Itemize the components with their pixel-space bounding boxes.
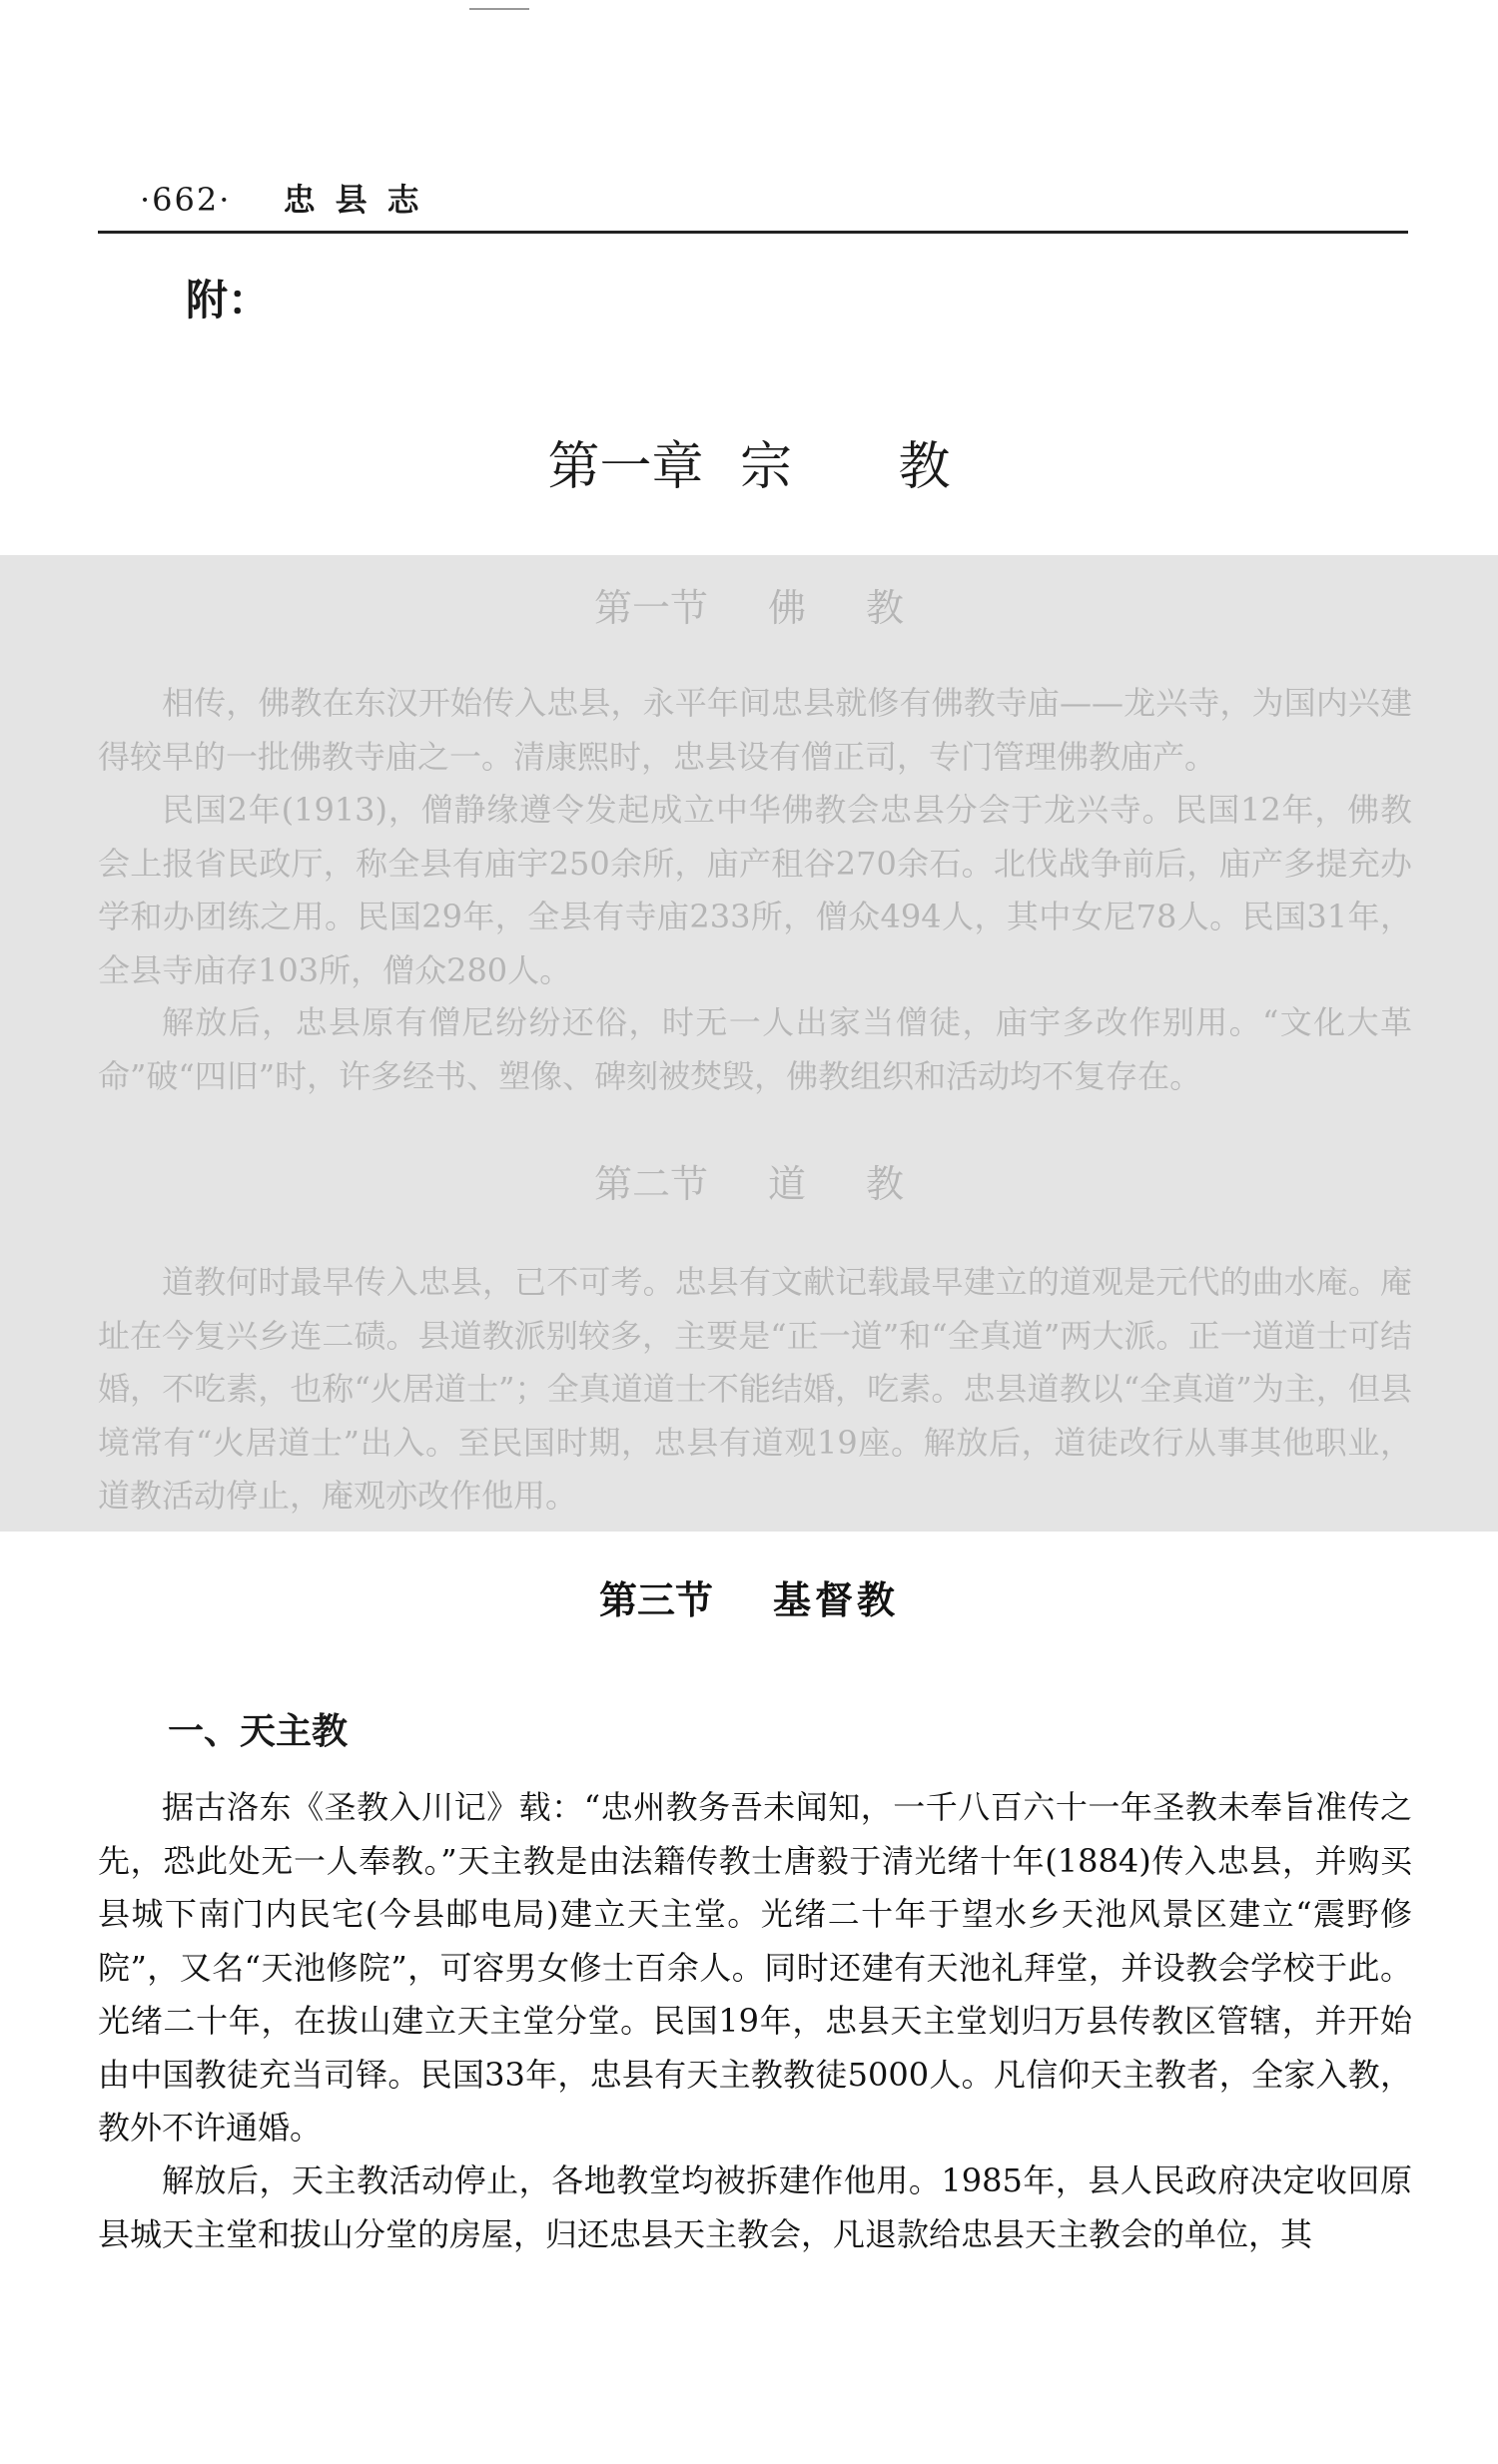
chapter-title-part2: 教	[898, 437, 951, 497]
chapter-title	[0, 424, 1498, 499]
section1-paragraph: 民国2年(1913)，僧静缘遵令发起成立中华佛教会忠县分会于龙兴寺。民国12年，佛教会上报省民政厅，称全县有庙宇250余所，庙产租谷270余石。北伐战争前后，庙产多提充办学和办团练之用。民国29年，全县有寺庙233所，僧众494人，其中女尼78人。民国31年，全县寺庙存103所，僧众280人。	[98, 791, 1412, 989]
book-title: 忠县志	[283, 181, 439, 219]
section3-name: 基督教	[773, 1577, 900, 1622]
subheading-catholicism: 一、天主教	[168, 1710, 349, 1752]
section1-number: 第一节	[593, 586, 708, 630]
chapter-number: 第一章	[547, 437, 704, 497]
section2-name: 道教	[768, 1162, 965, 1206]
scan-mark	[469, 8, 529, 10]
chapter-title-part1: 宗	[739, 437, 792, 497]
section3-paragraph: 解放后，天主教活动停止，各地教堂均被拆建作他用。1985年，县人民政府决定收回原县城天主堂和拔山分堂的房屋，归还忠县天主教会，凡退款给忠县天主教会的单位，其	[98, 2161, 1412, 2253]
section2-title	[0, 1153, 1498, 1208]
section1-paragraph: 解放后，忠县原有僧尼纷纷还俗，时无一人出家当僧徒，庙宇多改作别用。“文化大革命”破“四旧”时，许多经书、塑像、碑刻被焚毁，佛教组织和活动均不复存在。	[98, 1003, 1412, 1095]
section3-paragraph: 据古洛东《圣教入川记》载：“忠州教务吾未闻知，一千八百六十一年圣教未奉旨准传之先，恐此处无一人奉教。”天主教是由法籍传教士唐毅于清光绪十年(1884)传入忠县，并购买县城下南门内民宅(今县邮电局)建立天主堂。光绪二十年于望水乡天池风景区建立“震野修院”，又名“天池修院”，可容男女修士百余人。同时还建有天池礼拜堂，并设教会学校于此。光绪二十年，在拔山建立天主堂分堂。民国19年，忠县天主堂划归万县传教区管辖，并开始由中国教徒充当司铎。民国33年，忠县有天主教教徒5000人。凡信仰天主教者，全家入教，教外不许通婚。	[98, 1788, 1412, 2147]
page-header	[140, 175, 439, 221]
section3-title	[0, 1569, 1498, 1624]
appendix-label: 附：	[186, 276, 271, 324]
section2-number: 第二节	[593, 1162, 708, 1206]
page-number: ·662·	[140, 181, 232, 219]
section3-number: 第三节	[598, 1577, 713, 1622]
section1-name: 佛教	[768, 586, 965, 630]
section1-paragraph: 相传，佛教在东汉开始传入忠县，永平年间忠县就修有佛教寺庙——龙兴寺，为国内兴建得较早的一批佛教寺庙之一。清康熙时，忠县设有僧正司，专门管理佛教庙产。	[98, 684, 1412, 776]
header-rule	[98, 231, 1408, 234]
section2-paragraph: 道教何时最早传入忠县，已不可考。忠县有文献记载最早建立的道观是元代的曲水庵。庵址在今复兴乡连二碛。县道教派别较多，主要是“正一道”和“全真道”两大派。正一道道士可结婚，不吃素，也称“火居道士”；全真道道士不能结婚，吃素。忠县道教以“全真道”为主，但县境常有“火居道士”出入。至民国时期，忠县有道观19座。解放后，道徒改行从事其他职业，道教活动停止，庵观亦改作他用。	[98, 1263, 1412, 1515]
section1-title	[0, 577, 1498, 632]
